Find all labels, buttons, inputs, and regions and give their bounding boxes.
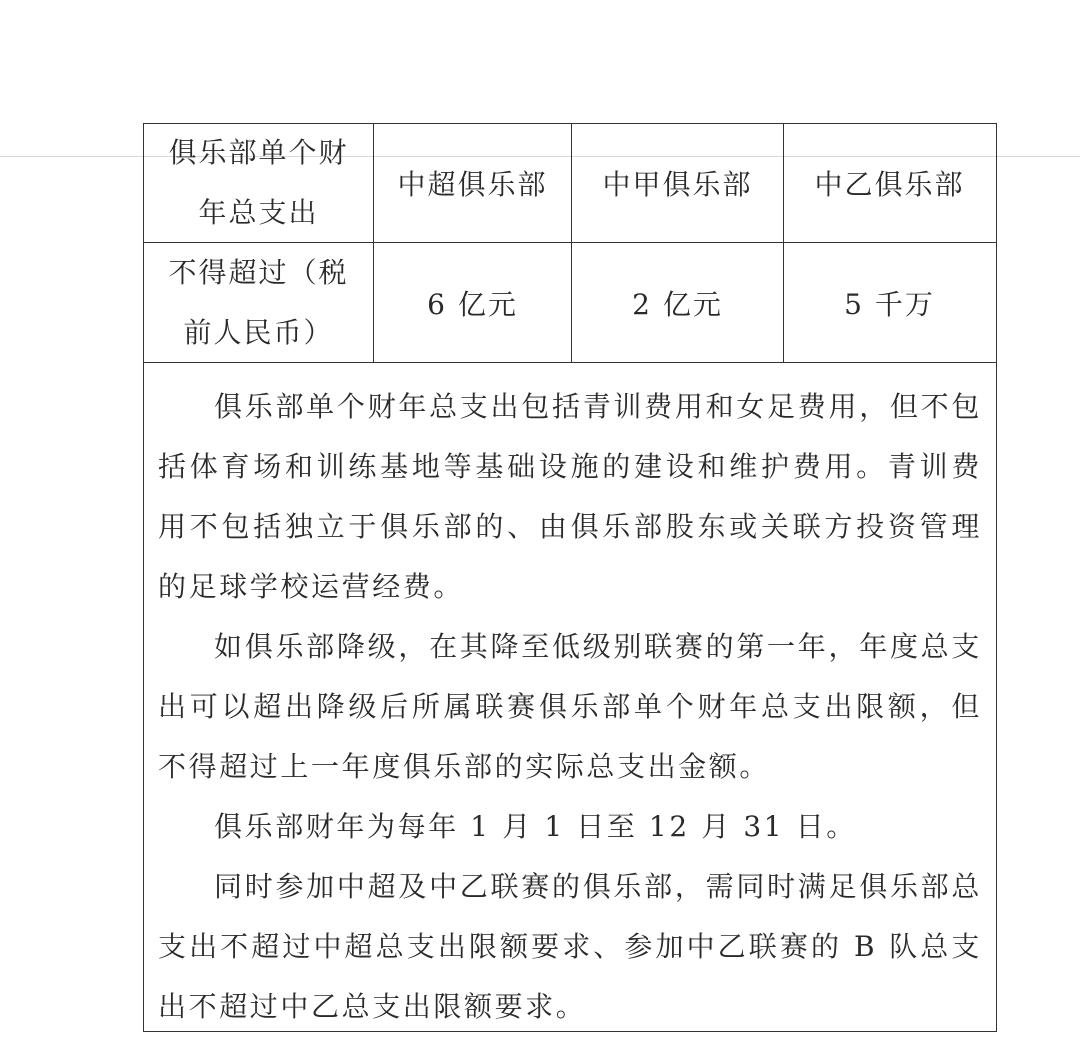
note-paragraph-fiscal-year: 俱乐部财年为每年 1 月 1 日至 12 月 31 日。: [214, 810, 857, 843]
table-notes: [144, 363, 996, 1037]
column-header-league-two: 中乙俱乐部: [814, 168, 965, 201]
note-paragraph-scope: 俱乐部单个财年总支出包括青训费用和女足费用，但不包括体育场和训练基地等基础设施的建设和维护费用。青训费用不包括独立于俱乐部的、由俱乐部股东或关联方投资管理的足球学校运营经费。: [158, 390, 982, 603]
column-header-super-league: 中超俱乐部: [374, 124, 572, 242]
row-label-limit: 不得超过（税前人民币）: [144, 243, 374, 362]
row-label-total-expenditure: 俱乐部单个财年总支出: [144, 124, 374, 242]
expenditure-limit-table: [143, 123, 997, 1032]
limit-super-league: 6 亿元: [374, 243, 572, 362]
limit-league-one: 2 亿元: [572, 243, 784, 362]
table-limits-row: [144, 243, 996, 363]
note-paragraph-b-team: 同时参加中超及中乙联赛的俱乐部，需同时满足俱乐部总支出不超过中超总支出限额要求、参加中乙联赛的 B 队总支出不超过中乙总支出限额要求。: [158, 870, 982, 1023]
note-paragraph-relegation: 如俱乐部降级，在其降至低级别联赛的第一年，年度总支出可以超出降级后所属联赛俱乐部单个财年总支出限额，但不得超过上一年度俱乐部的实际总支出金额。: [158, 630, 982, 783]
table-header-row: [144, 124, 996, 243]
column-header-league-one: 中甲俱乐部: [572, 124, 784, 242]
limit-league-two: 5 千万: [844, 287, 935, 321]
